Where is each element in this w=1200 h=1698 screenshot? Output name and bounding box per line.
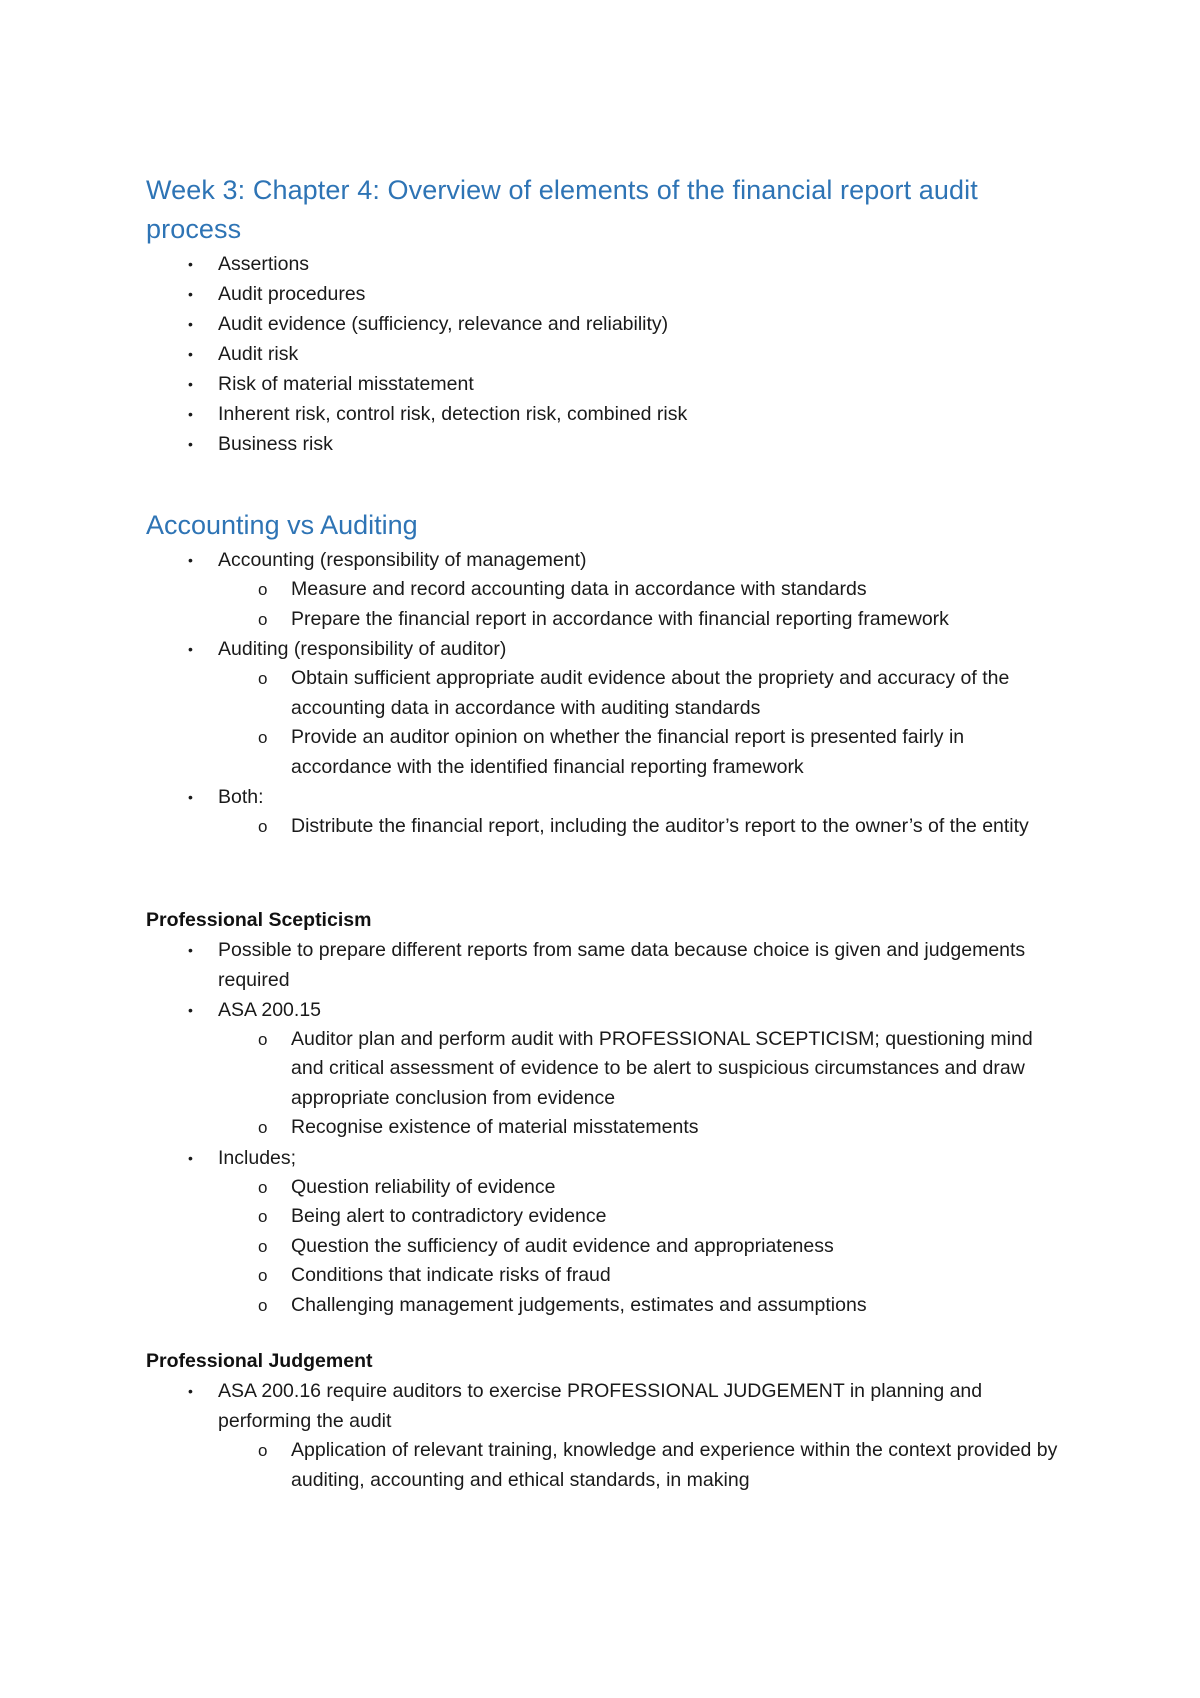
- circle-bullet-icon: o: [258, 580, 268, 599]
- circle-bullet-icon: o: [258, 1266, 268, 1285]
- sub-list: [218, 575, 1066, 634]
- section-3-heading: Professional Scepticism: [146, 908, 372, 931]
- bullet-icon: •: [188, 941, 193, 958]
- sub-list-item: o Conditions that indicate risks of fraud: [218, 1261, 1066, 1291]
- section-3-list: [146, 935, 1066, 1321]
- bullet-icon: •: [188, 256, 193, 272]
- list-item: • Auditing (responsibility of auditor) o Obtain sufficient appropriate audit evidence about the propriety and accuracy of the accounting data in accordance with auditing standards o Provide an auditor opinion on whether the financial report is presented fairly in accordance with the identified financial reporting framework: [146, 634, 1066, 782]
- sub-list-item: o Distribute the financial report, including the auditor’s report to the owner’s of the entity: [218, 812, 1066, 842]
- section-1-list: [146, 249, 1066, 459]
- section-4-heading: Professional Judgement: [146, 1350, 373, 1372]
- circle-bullet-icon: o: [258, 1295, 268, 1315]
- circle-bullet-icon: o: [258, 1207, 268, 1226]
- circle-bullet-icon: o: [258, 1177, 268, 1197]
- list-item: • Risk of material misstatement: [146, 369, 1066, 399]
- list-item: • Assertions: [146, 249, 1066, 279]
- circle-bullet-icon: o: [258, 1236, 268, 1256]
- bullet-icon: •: [188, 789, 193, 805]
- document-content: [146, 171, 1066, 1495]
- circle-bullet-icon: o: [258, 817, 268, 836]
- sub-list-item: o Being alert to contradictory evidence: [218, 1202, 1066, 1232]
- list-item: • Both: o Distribute the financial report, including the auditor’s report to the owner’s of the entity: [146, 782, 1066, 842]
- bullet-icon: •: [188, 376, 193, 392]
- sub-list: [218, 1436, 1066, 1495]
- sub-list-item: o Recognise existence of material misstatements: [218, 1113, 1066, 1143]
- bullet-icon: •: [188, 406, 193, 422]
- sub-list-item: o Provide an auditor opinion on whether the financial report is presented fairly in accordance with the identified financial reporting framework: [218, 723, 1066, 782]
- sub-list: [218, 1025, 1066, 1143]
- list-item: • ASA 200.15 o Auditor plan and perform audit with PROFESSIONAL SCEPTICISM; questioning mind and critical assessment of evidence to be alert to suspicious circumstances and draw appropriate conclusion from evidence o Recognise existence of material misstatements: [146, 995, 1066, 1143]
- list-item: • ASA 200.16 require auditors to exercise PROFESSIONAL JUDGEMENT in planning and performing the audit o Application of relevant training, knowledge and experience within the context provided by auditing, accounting and ethical standards, in making: [146, 1376, 1066, 1495]
- section-1-heading: Week 3: Chapter 4: Overview of elements of the financial report audit process: [146, 175, 978, 244]
- bullet-icon: •: [188, 1149, 193, 1166]
- sub-list-item: o Question reliability of evidence: [218, 1173, 1066, 1203]
- section-2-list: [146, 545, 1066, 842]
- sub-list-item: o Obtain sufficient appropriate audit evidence about the propriety and accuracy of the accounting data in accordance with auditing standards: [218, 664, 1066, 723]
- sub-list: [218, 664, 1066, 782]
- bullet-icon: •: [188, 286, 193, 302]
- sub-list: [218, 1173, 1066, 1321]
- list-item: • Inherent risk, control risk, detection risk, combined risk: [146, 399, 1066, 429]
- sub-list-item: o Question the sufficiency of audit evidence and appropriateness: [218, 1232, 1066, 1262]
- bullet-icon: •: [188, 436, 193, 452]
- circle-bullet-icon: o: [258, 728, 268, 747]
- circle-bullet-icon: o: [258, 1441, 268, 1460]
- sub-list-item: o Prepare the financial report in accordance with financial reporting framework: [218, 605, 1066, 635]
- sub-list-item: o Auditor plan and perform audit with PROFESSIONAL SCEPTICISM; questioning mind and critical assessment of evidence to be alert to suspicious circumstances and draw appropriate conclusion from evidence: [218, 1025, 1066, 1114]
- list-item: • Accounting (responsibility of management) o Measure and record accounting data in accordance with standards o Prepare the financial report in accordance with financial reporting framework: [146, 545, 1066, 634]
- sub-list-item: o Challenging management judgements, estimates and assumptions: [218, 1291, 1066, 1321]
- sub-list-item: o Measure and record accounting data in accordance with standards: [218, 575, 1066, 605]
- bullet-icon: •: [188, 552, 193, 568]
- list-item: • Audit risk: [146, 339, 1066, 369]
- circle-bullet-icon: o: [258, 1029, 268, 1049]
- bullet-icon: •: [188, 1383, 193, 1399]
- list-item: • Audit evidence (sufficiency, relevance and reliability): [146, 309, 1066, 339]
- bullet-icon: •: [188, 1001, 193, 1018]
- bullet-icon: •: [188, 316, 193, 332]
- list-item: • Includes; o Question reliability of evidence o Being alert to contradictory evidence o Question the sufficiency of audit evidence and appropriateness o Conditions that indicate risks of fraud o Challenging management judgements, estimates and assumptions: [146, 1143, 1066, 1321]
- section-4-list: [146, 1376, 1066, 1495]
- bullet-icon: •: [188, 641, 193, 657]
- list-item: • Possible to prepare different reports from same data because choice is given and judgements required: [146, 935, 1066, 995]
- list-item: • Audit procedures: [146, 279, 1066, 309]
- circle-bullet-icon: o: [258, 609, 268, 629]
- sub-list-item: o Application of relevant training, knowledge and experience within the context provided by auditing, accounting and ethical standards, in making: [218, 1436, 1066, 1495]
- section-2-heading: Accounting vs Auditing: [146, 510, 418, 540]
- circle-bullet-icon: o: [258, 669, 268, 688]
- list-item: • Business risk: [146, 429, 1066, 459]
- sub-list: [218, 812, 1066, 842]
- bullet-icon: •: [188, 346, 193, 362]
- circle-bullet-icon: o: [258, 1118, 268, 1137]
